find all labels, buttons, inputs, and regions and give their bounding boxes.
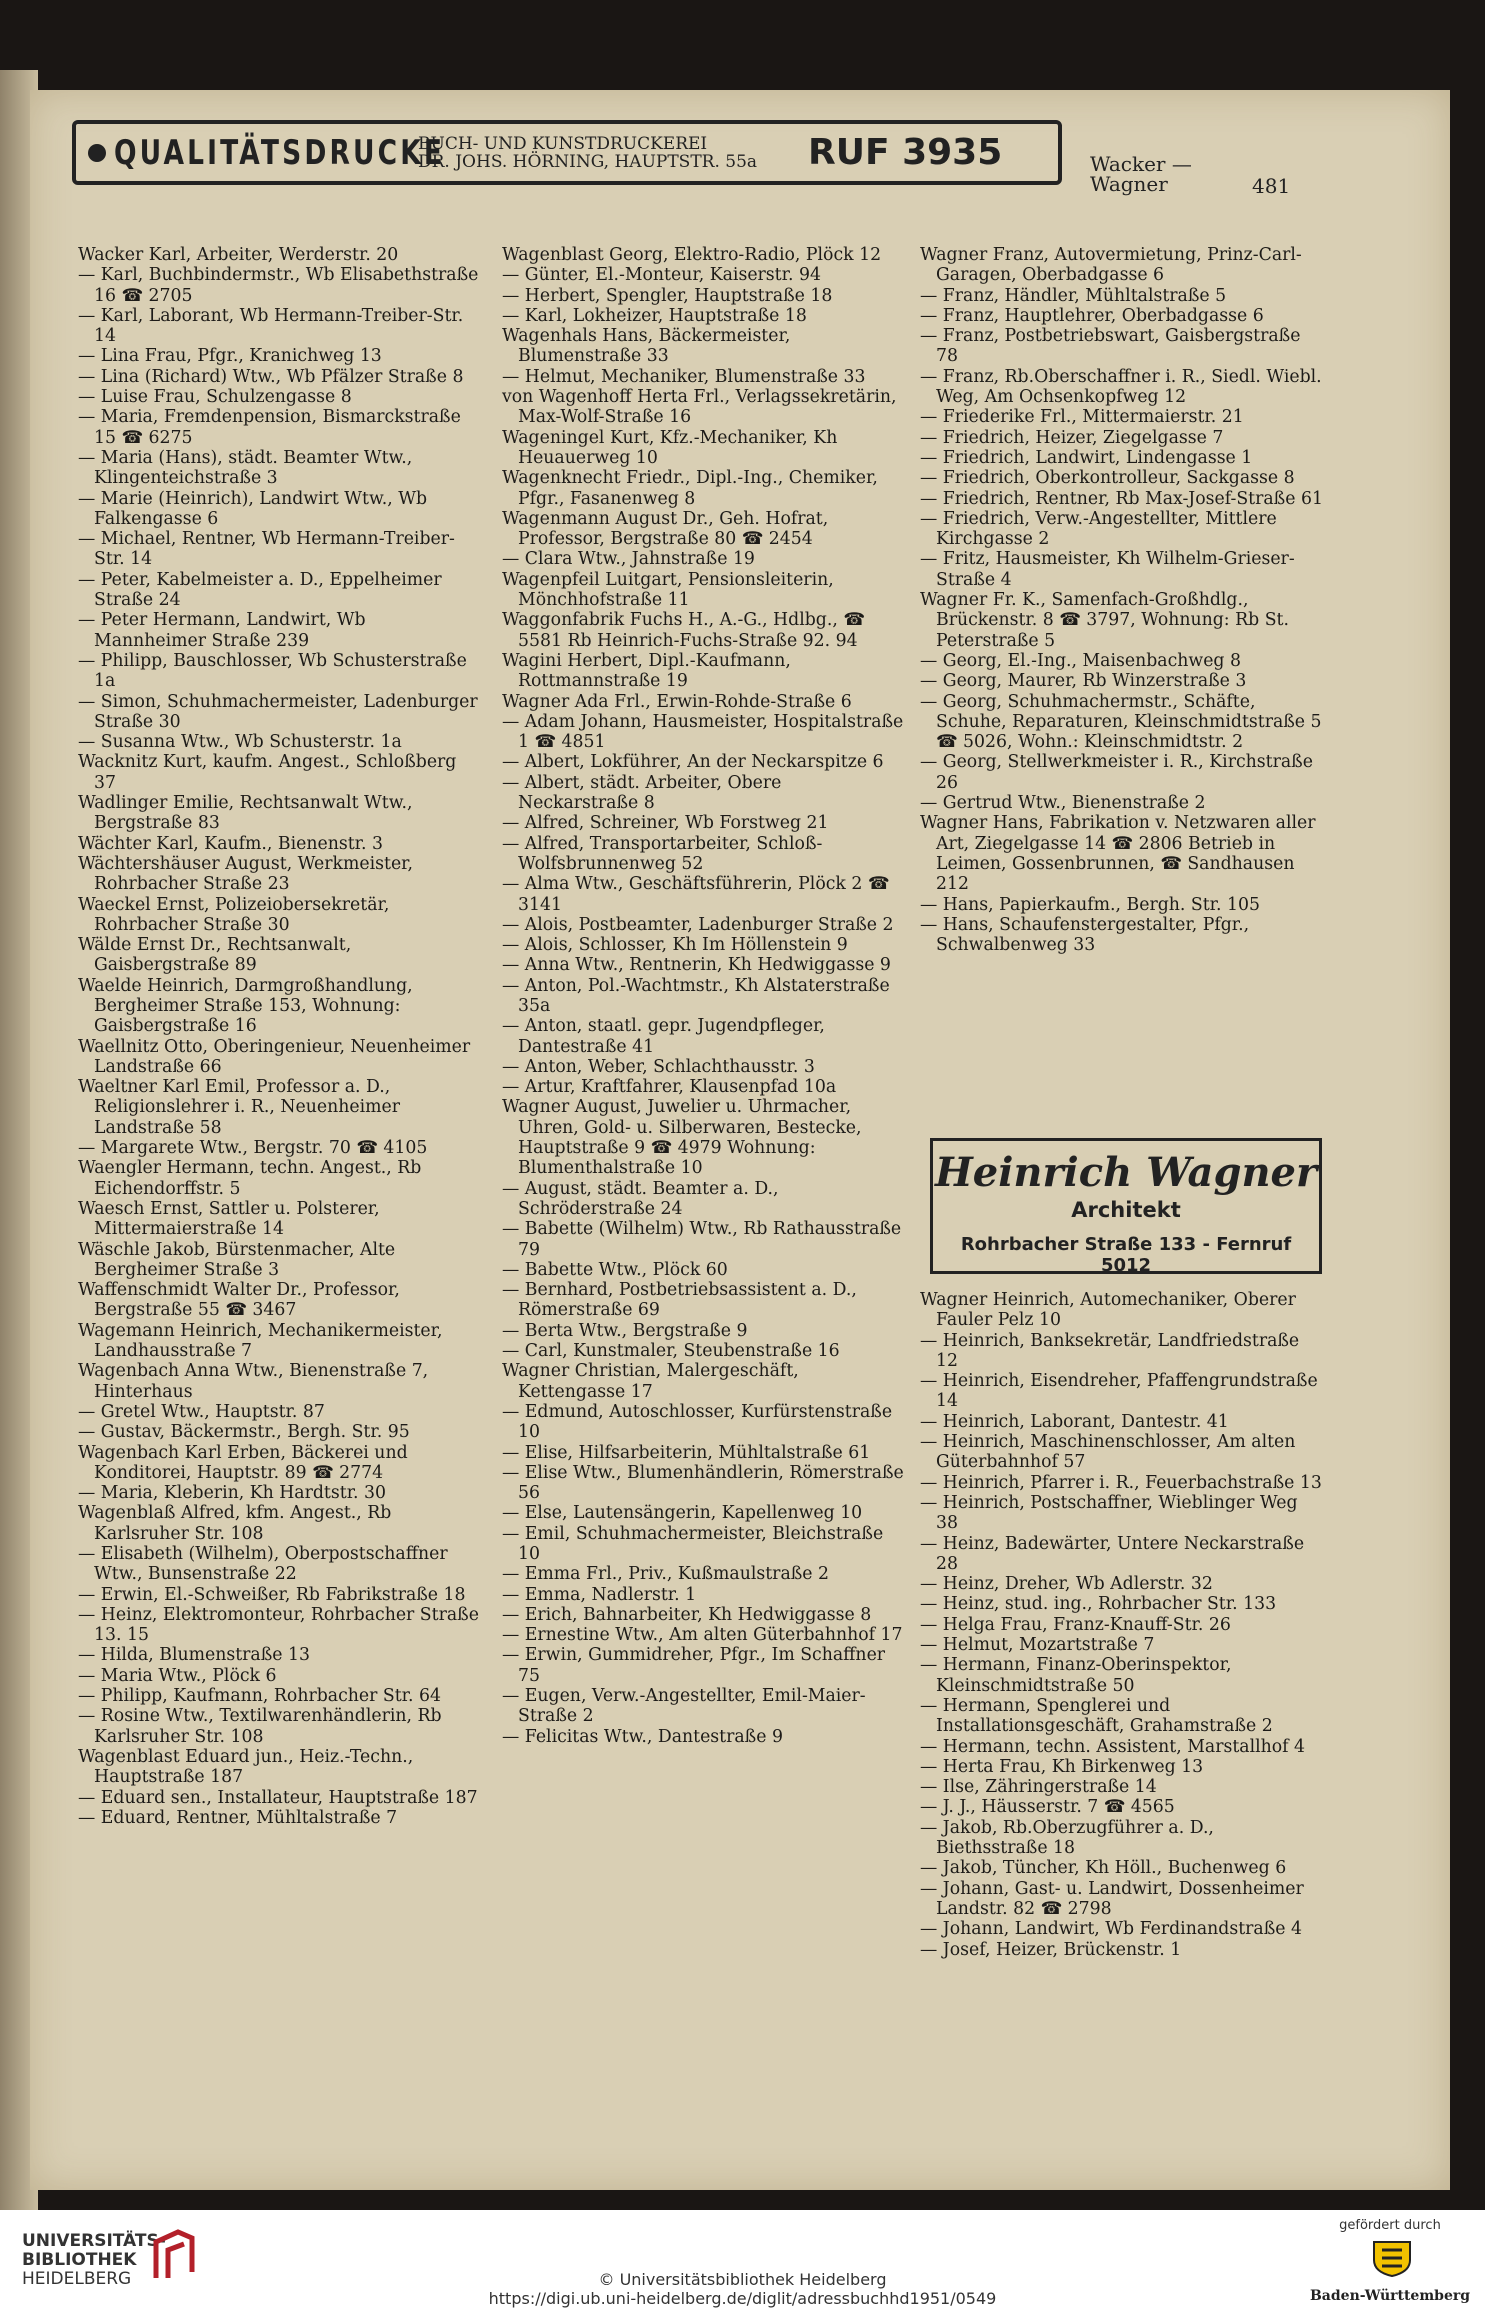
bullet-icon [88,144,106,162]
directory-entry: — Friedrich, Rentner, Rb Max-Josef-Straße 61 [920,488,1323,509]
directory-entry: — Franz, Rb.Oberschaffner i. R., Siedl. Wiebl. Weg, Am Ochsenkopfweg 12 [920,366,1322,408]
directory-entry: — Clara Wtw., Jahnstraße 19 [502,549,755,570]
directory-entry: Wageningel Kurt, Kfz.-Mechaniker, Kh Heuauerweg 10 [502,427,838,468]
directory-entry: Wächtershäuser August, Werkmeister, Rohrbacher Straße 23 [78,853,414,895]
ad-name: Heinrich Wagner [934,1149,1318,1196]
copyright: © Universitätsbibliothek Heidelberg [598,2270,887,2289]
directory-entry: Waggonfabrik Fuchs H., A.-G., Hdlbg., ☎ 5581 Rb Heinrich-Fuchs-Straße 92. 94 [502,610,865,651]
directory-entry: — Felicitas Wtw., Dantestraße 9 [502,1726,783,1747]
directory-entry: — Anton, staatl. gepr. Jugendpfleger, Dantestraße 41 [502,1016,825,1057]
directory-entry: von Wagenhoff Herta Frl., Verlagssekretärin, Max-Wolf-Straße 16 [502,387,897,428]
directory-entry: — Erwin, Gummidreher, Pfgr., Im Schaffner 75 [502,1645,886,1686]
directory-entry: — Anna Wtw., Rentnerin, Kh Hedwiggasse 9 [502,955,891,976]
directory-entry: Wacker Karl, Arbeiter, Werderstr. 20 [78,245,399,265]
directory-entry: — Heinrich, Eisendreher, Pfaffengrundstraße 14 [920,1371,1318,1412]
directory-entry: — Johann, Landwirt, Wb Ferdinandstraße 4 [920,1919,1302,1940]
directory-entry: Wagner August, Juwelier u. Uhrmacher, Uhren, Gold- u. Silberwaren, Bestecke, Hauptstraße 9 ☎ 4979 Wohnung: Blumenthalstraße 10 [502,1097,862,1179]
column-3-bottom [920,1290,1325,1960]
directory-entry: — Maria (Hans), städt. Beamter Wtw., Klingenteichstraße 3 [78,447,413,489]
running-head-last: Wagner [1090,172,1168,196]
directory-entry: — Edmund, Autoschlosser, Kurfürstenstraße 10 [502,1401,893,1443]
column-2 [502,245,907,1747]
ad-address: Rohrbacher Straße 133 - Fernruf 5012 [960,1234,1292,1276]
directory-entry: — Ilse, Zähringerstraße 14 [920,1777,1157,1798]
directory-entry: — Eduard, Rentner, Mühltalstraße 7 [78,1807,398,1828]
header-brand: QUALITÄTSDRUCKE [114,132,446,173]
directory-entry: — Friedrich, Landwirt, Lindengasse 1 [920,447,1253,468]
directory-entry: Wagner Franz, Autovermietung, Prinz-Carl-Garagen, Oberbadgasse 6 [920,245,1302,286]
directory-entry: — Hermann, techn. Assistent, Marstallhof 4 [920,1736,1306,1757]
running-head [1090,154,1192,194]
directory-entry: Waesch Ernst, Sattler u. Polsterer, Mittermaierstraße 14 [78,1198,380,1240]
directory-entry: — Franz, Händler, Mühltalstraße 5 [920,285,1227,306]
directory-entry: — Günter, El.-Monteur, Kaiserstr. 94 [502,265,821,286]
directory-entry: — Hilda, Blumenstraße 13 [78,1645,310,1666]
directory-entry: Waelde Heinrich, Darmgroßhandlung, Bergheimer Straße 153, Wohnung: Gaisbergstraße 16 [78,975,413,1037]
ad-role: Architekt [1071,1198,1181,1222]
directory-entry: — Michael, Rentner, Wb Hermann-Treiber-Str. 14 [78,529,455,570]
directory-entry: Wagenblast Eduard jun., Heiz.-Techn., Hauptstraße 187 [78,1746,414,1788]
directory-entry: — Hermann, Spenglerei und Installationsgeschäft, Grahamstraße 2 [920,1695,1273,1737]
directory-entry: — Friedrich, Verw.-Angestellter, Mittlere Kirchgasse 2 [920,508,1277,550]
directory-entry: — Peter, Kabelmeister a. D., Eppelheimer Straße 24 [78,569,442,611]
directory-entry: — Luise Frau, Schulzengasse 8 [78,387,352,408]
directory-entry: — Anton, Pol.-Wachtmstr., Kh Alstaterstraße 35a [502,975,890,1016]
directory-entry: — Bernhard, Postbetriebsassistent a. D., Römerstraße 69 [502,1280,857,1321]
directory-entry: — Peter Hermann, Landwirt, Wb Mannheimer Straße 239 [78,610,366,651]
directory-entry: — Philipp, Kaufmann, Rohrbacher Str. 64 [78,1686,441,1707]
directory-entry: — Herta Frau, Kh Birkenweg 13 [920,1756,1204,1777]
directory-entry: — Elisabeth (Wilhelm), Oberpostschaffner Wtw., Bunsenstraße 22 [78,1544,448,1585]
directory-entry: Wälde Ernst Dr., Rechtsanwalt, Gaisbergstraße 89 [78,935,352,976]
directory-entry: — Heinrich, Pfarrer i. R., Feuerbachstraße 13 [920,1472,1322,1493]
directory-entry: — Eugen, Verw.-Angestellter, Emil-Maier-Straße 2 [502,1686,866,1727]
directory-entry: — Karl, Buchbindermstr., Wb Elisabethstraße 16 ☎ 2705 [78,265,479,306]
directory-entry: — Heinrich, Maschinenschlosser, Am alten Güterbahnhof 57 [920,1432,1296,1473]
directory-entry: — Gustav, Bäckermstr., Bergh. Str. 95 [78,1422,410,1443]
directory-entry: Waffenschmidt Walter Dr., Professor, Bergstraße 55 ☎ 3467 [78,1280,400,1321]
sponsor-name: Baden-Württemberg [1309,2288,1471,2304]
directory-entry: Wacknitz Kurt, kaufm. Angest., Schloßberg 37 [78,752,457,793]
directory-entry: — Berta Wtw., Bergstraße 9 [502,1320,748,1341]
footer [0,2210,1485,2310]
directory-entry: — Karl, Laborant, Wb Hermann-Treiber-Str. 14 [78,305,464,347]
architect-advertisement [930,1138,1322,1274]
directory-entry: — Emil, Schuhmachermeister, Bleichstraße 10 [502,1523,884,1564]
library-name-2: BIBLIOTHEK [22,2250,137,2270]
directory-entry: — Elise, Hilfsarbeiterin, Mühltalstraße 61 [502,1442,871,1463]
directory-entry: — Babette Wtw., Plöck 60 [502,1259,728,1280]
directory-entry: — Eduard sen., Installateur, Hauptstraße 187 [78,1787,478,1808]
directory-entry: — Josef, Heizer, Brückenstr. 1 [920,1939,1182,1960]
directory-entry: Wagenhals Hans, Bäckermeister, Blumenstraße 33 [502,326,791,367]
directory-entry: Wagenpfeil Luitgart, Pensionsleiterin, Mönchhofstraße 11 [502,569,834,611]
directory-entry: — Artur, Kraftfahrer, Klausenpfad 10a [502,1077,837,1098]
directory-entry: Wagenknecht Friedr., Dipl.-Ing., Chemiker, Pfgr., Fasanenweg 8 [502,468,878,509]
directory-entry: — Emma Frl., Priv., Kußmaulstraße 2 [502,1564,830,1585]
directory-entry: — August, städt. Beamter a. D., Schröderstraße 24 [502,1178,779,1219]
directory-entry: — Heinz, stud. ing., Rohrbacher Str. 133 [920,1594,1277,1615]
directory-entry: — Maria Wtw., Plöck 6 [78,1665,277,1686]
directory-entry: — Albert, Lokführer, An der Neckarspitze 6 [502,752,884,773]
directory-entry: — Franz, Hauptlehrer, Oberbadgasse 6 [920,305,1264,326]
directory-entry: — Fritz, Hausmeister, Kh Wilhelm-Grieser-Straße 4 [920,549,1295,590]
directory-entry: — Helmut, Mechaniker, Blumenstraße 33 [502,366,866,387]
directory-entry: Waellnitz Otto, Oberingenieur, Neuenheimer Landstraße 66 [78,1036,471,1077]
directory-entry: Wagini Herbert, Dipl.-Kaufmann, Rottmannstraße 19 [502,650,791,692]
directory-entry: Wadlinger Emilie, Rechtsanwalt Wtw., Bergstraße 83 [78,793,413,834]
directory-entry: Wäschle Jakob, Bürstenmacher, Alte Bergheimer Straße 3 [78,1239,396,1280]
library-name-3: HEIDELBERG [22,2269,132,2289]
directory-entry: — Herbert, Spengler, Hauptstraße 18 [502,285,833,306]
directory-entry: Wächter Karl, Kaufm., Bienenstr. 3 [78,833,383,854]
source-url[interactable]: https://digi.ub.uni-heidelberg.de/diglit/adressbuchhd1951/0549 [488,2289,997,2308]
directory-entry: — Adam Johann, Hausmeister, Hospitalstraße 1 ☎ 4851 [502,711,904,753]
directory-entry: — Erich, Bahnarbeiter, Kh Hedwiggasse 8 [502,1604,872,1625]
directory-entry: — Jakob, Tüncher, Kh Höll., Buchenweg 6 [920,1858,1287,1879]
directory-entry: — Babette (Wilhelm) Wtw., Rb Rathausstraße 79 [502,1219,902,1260]
directory-entry: — Hermann, Finanz-Oberinspektor, Kleinschmidtstraße 50 [920,1655,1232,1696]
header-printer [418,135,798,171]
directory-entry: — Friedrich, Oberkontrolleur, Sackgasse 8 [920,468,1295,489]
sponsor-label: gefördert durch [1339,2218,1441,2233]
directory-entry: — Heinrich, Postschaffner, Wieblinger Weg 38 [920,1492,1298,1534]
footer-text [0,2270,1485,2308]
directory-entry: — Johann, Gast- u. Landwirt, Dossenheimer Landstr. 82 ☎ 2798 [920,1878,1304,1919]
directory-entry: Wagenbach Anna Wtw., Bienenstraße 7, Hinterhaus [78,1361,429,1402]
directory-entry: — Helga Frau, Franz-Knauff-Str. 26 [920,1614,1231,1635]
directory-entry: — Susanna Wtw., Wb Schusterstr. 1a [78,732,402,753]
directory-entry: Wagner Hans, Fabrikation v. Netzwaren aller Art, Ziegelgasse 14 ☎ 2806 Betrieb in Leimen, Gossenbrunnen, ☎ Sandhausen 212 [920,813,1316,895]
directory-entry: — Heinz, Badewärter, Untere Neckarstraße 28 [920,1533,1305,1574]
directory-entry: Wagenblast Georg, Elektro-Radio, Plöck 12 [502,245,882,265]
directory-entry: — Georg, El.-Ing., Maisenbachweg 8 [920,650,1241,671]
directory-entry: — Alois, Postbeamter, Ladenburger Straße 2 [502,914,894,935]
directory-entry: Wagemann Heinrich, Mechanikermeister, Landhausstraße 7 [78,1320,443,1362]
coat-of-arms-icon [1370,2238,1414,2278]
directory-entry: Waengler Hermann, techn. Angest., Rb Eichendorffstr. 5 [78,1158,422,1199]
running-head-first: Wacker — [1090,152,1192,176]
advertising-header [72,120,1062,185]
directory-entry: — Margarete Wtw., Bergstr. 70 ☎ 4105 [78,1138,428,1159]
directory-entry: — Alfred, Transportarbeiter, Schloß-Wolfsbrunnenweg 52 [502,833,823,874]
header-printer-line1: BUCH- UND KUNSTDRUCKEREI [418,133,708,154]
directory-entry: Wagenbach Karl Erben, Bäckerei und Konditorei, Hauptstr. 89 ☎ 2774 [78,1442,408,1483]
directory-entry: Wagner Fr. K., Samenfach-Großhdlg., Brückenstr. 8 ☎ 3797, Wohnung: Rb St. Peterstraße 5 [920,590,1289,651]
directory-entry: — Simon, Schuhmachermeister, Ladenburger Straße 30 [78,691,478,732]
directory-entry: — Anton, Weber, Schlachthausstr. 3 [502,1056,815,1077]
library-name-1: UNIVERSITÄTS- [22,2231,166,2251]
directory-entry: — Helmut, Mozartstraße 7 [920,1635,1155,1656]
directory-entry: Wagenmann August Dr., Geh. Hofrat, Professor, Bergstraße 80 ☎ 2454 [502,508,829,550]
directory-entry: Waeckel Ernst, Polizeiobersekretär, Rohrbacher Straße 30 [78,894,390,935]
directory-entry: — Heinz, Dreher, Wb Adlerstr. 32 [920,1574,1213,1595]
directory-entry: — Friedrich, Heizer, Ziegelgasse 7 [920,427,1224,448]
directory-entry: — Emma, Nadlerstr. 1 [502,1584,697,1605]
page-number: 481 [1252,174,1291,198]
directory-entry: — Maria, Kleberin, Kh Hardtstr. 30 [78,1483,387,1504]
directory-entry: — Heinz, Elektromonteur, Rohrbacher Straße 13. 15 [78,1604,479,1646]
directory-entry: Wagner Heinrich, Automechaniker, Oberer Fauler Pelz 10 [920,1290,1296,1331]
directory-entry: — Alois, Schlosser, Kh Im Höllenstein 9 [502,935,848,956]
directory-entry: Waeltner Karl Emil, Professor a. D., Religionslehrer i. R., Neuenheimer Landstraße 58 [78,1077,401,1138]
column-1 [78,245,483,1828]
directory-entry: — Friederike Frl., Mittermaierstr. 21 [920,407,1244,428]
directory-entry: — Ernestine Wtw., Am alten Güterbahnhof 17 [502,1625,903,1646]
column-3-top [920,245,1325,955]
directory-entry: — Alma Wtw., Geschäftsführerin, Plöck 2 ☎ 3141 [502,874,890,915]
directory-entry: — Georg, Stellwerkmeister i. R., Kirchstraße 26 [920,752,1313,793]
directory-entry: — J. J., Häusserstr. 7 ☎ 4565 [920,1797,1175,1818]
directory-entry: — Gertrud Wtw., Bienenstraße 2 [920,793,1206,814]
directory-entry: — Rosine Wtw., Textilwarenhändlerin, Rb Karlsruher Str. 108 [78,1706,442,1747]
directory-entry: — Gretel Wtw., Hauptstr. 87 [78,1401,325,1422]
directory-entry: — Karl, Lokheizer, Hauptstraße 18 [502,305,807,326]
directory-entry: — Franz, Postbetriebswart, Gaisbergstraße 78 [920,326,1301,367]
directory-entry: — Hans, Schaufenstergestalter, Pfgr., Schwalbenweg 33 [920,914,1250,956]
directory-entry: — Lina (Richard) Wtw., Wb Pfälzer Straße 8 [78,366,464,387]
directory-entry: — Erwin, El.-Schweißer, Rb Fabrikstraße 18 [78,1584,466,1605]
directory-entry: — Jakob, Rb.Oberzugführer a. D., Biethsstraße 18 [920,1817,1214,1859]
directory-entry: — Heinrich, Laborant, Dantestr. 41 [920,1411,1229,1432]
directory-entry: — Carl, Kunstmaler, Steubenstraße 16 [502,1341,840,1362]
directory-entry: — Georg, Maurer, Rb Winzerstraße 3 [920,671,1247,692]
directory-entry: — Else, Lautensängerin, Kapellenweg 10 [502,1503,863,1524]
directory-entry: — Philipp, Bauschlosser, Wb Schusterstraße 1a [78,650,467,692]
directory-entry: — Hans, Papierkaufm., Bergh. Str. 105 [920,894,1261,915]
directory-entry: — Heinrich, Banksekretär, Landfriedstraße 12 [920,1330,1300,1371]
directory-entry: Wagner Ada Frl., Erwin-Rohde-Straße 6 [502,691,852,712]
directory-entry: — Albert, städt. Arbeiter, Obere Neckarstraße 8 [502,772,782,814]
directory-entry: — Marie (Heinrich), Landwirt Wtw., Wb Falkengasse 6 [78,488,428,529]
header-phone: RUF 3935 [808,132,1003,173]
directory-entry: — Alfred, Schreiner, Wb Forstweg 21 [502,813,829,834]
directory-entry: — Maria, Fremdenpension, Bismarckstraße 15 ☎ 6275 [78,407,461,448]
directory-page [30,90,1450,2190]
directory-entry: Wagner Christian, Malergeschäft, Kettengasse 17 [502,1361,799,1402]
directory-entry: — Georg, Schuhmachermstr., Schäfte, Schuhe, Reparaturen, Kleinschmidtstraße 5 ☎ 5026, Wohn.: Kleinschmidtstr. 2 [920,691,1322,753]
directory-entry: — Elise Wtw., Blumenhändlerin, Römerstraße 56 [502,1462,904,1504]
directory-entry: — Lina Frau, Pfgr., Kranichweg 13 [78,346,382,367]
header-printer-line2: DR. JOHS. HÖRNING, HAUPTSTR. 55a [418,151,758,172]
directory-entry: Wagenblaß Alfred, kfm. Angest., Rb Karlsruher Str. 108 [78,1503,392,1544]
